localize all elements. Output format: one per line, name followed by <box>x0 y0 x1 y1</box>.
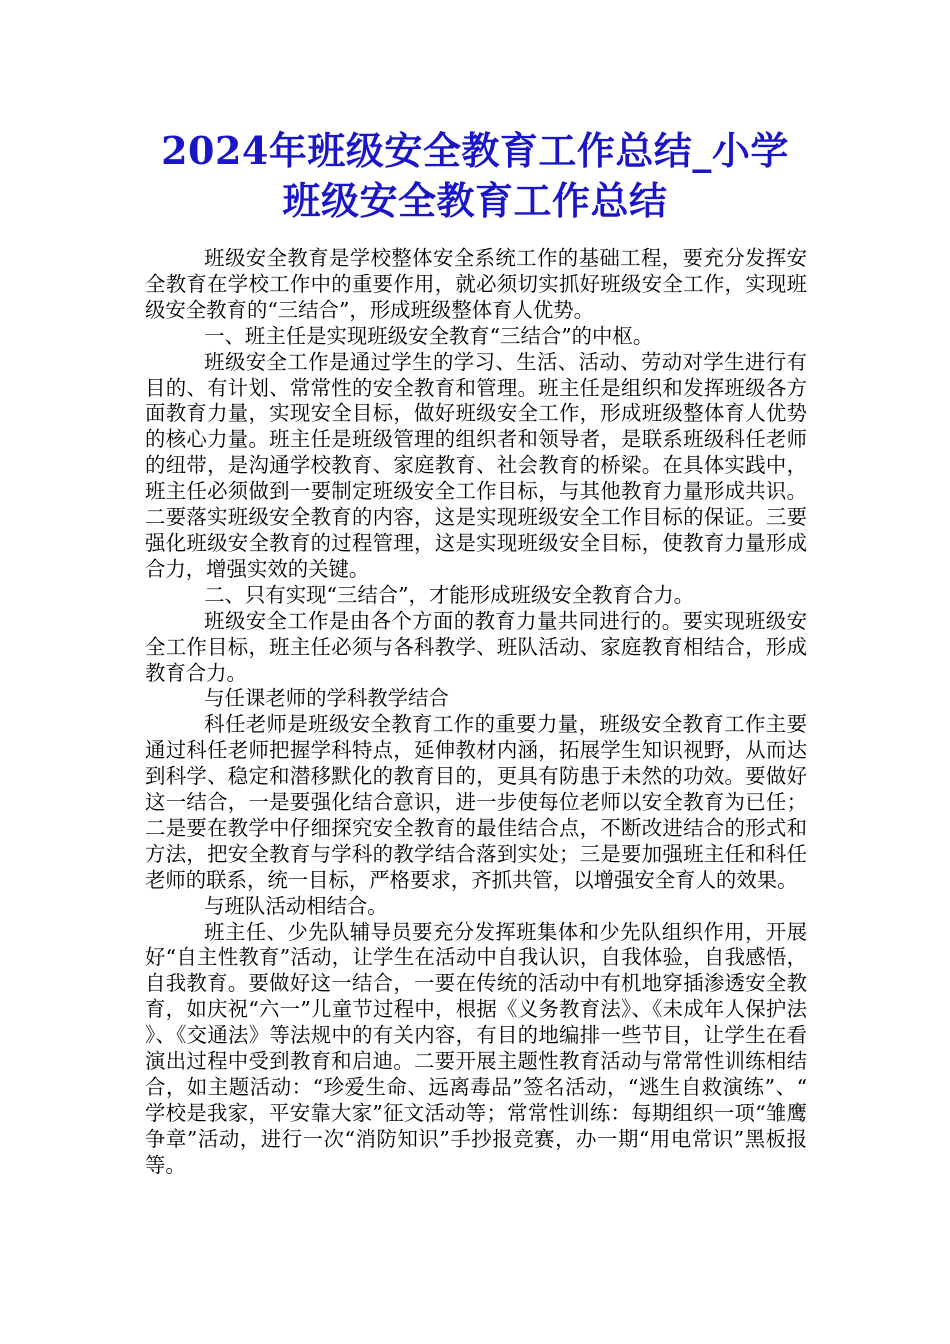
subheading-class-activities: 与班队活动相结合。 <box>204 893 388 918</box>
section-heading-2: 二、只有实现“三结合”，才能形成班级安全教育合力。 <box>204 582 694 607</box>
paragraph-combined-forces: 班级安全工作是由各个方面的教育力量共同进行的。要实现班级安全工作目标，班主任必须与各科教学、班队活动、家庭教育相结合，形成教育合力。 <box>145 608 807 685</box>
title-line-1: 2024年班级安全教育工作总结_小学 <box>161 128 789 173</box>
paragraph-subject-teachers: 科任老师是班级安全教育工作的重要力量，班级安全教育工作主要 通过科任老师把握学科特点，延伸教材内涵，拓展学生知识视野，从而达到科学、稳定和潜移默化的教育目的，更具有防患于未然的功效。要做好这一结合，一是要强化结合意识，进一步使每位老师以安全教育为已任；二是要在教学中仔细探究安全教育的最佳结合点，不断改进结合的形式和方法，把安全教育与学科的教学结合落到实处；三是要加强班主任和科任老师的联系，统一目标，严格要求，齐抓共管，以增强安全育人的效果。 <box>145 712 807 892</box>
document-body <box>145 246 807 1179</box>
section-heading-1: 一、班主任是实现班级安全教育“三结合”的中枢。 <box>204 323 654 348</box>
subheading-subject-teaching: 与任课老师的学科教学结合 <box>204 686 449 711</box>
intro-paragraph: 班级安全教育是学校整体安全系统工作的基础工程，要充分发挥安全教育在学校工作中的重要作用，就必须切实抓好班级安全工作，实现班级安全教育的“三结合”，形成班级整体育人优势。 <box>145 246 807 322</box>
paragraph-class-activities: 班主任、少先队辅导员要充分发挥班集体和少先队组织作用，开展好“自主性教育”活动，让学生在活动中自我认识，自我体验，自我感悟，自我教育。要做好这一结合，一要在传统的活动中有机地穿插渗透安全教育，如庆祝“六一”儿童节过程中，根据《义务教育法》、《未成年人保护法》、《交通法》等法规中的有关内容，有目的地编排一些节目，让学生在看演出过程中受到教育和启迪。二要开展主题性教育活动与常常性训练相结合，如主题活动：“珍爱生命、远离毒品”签名活动，“逃生自救演练”、“学校是我家，平安靠大家”征文活动等；常常性训练：每期组织一项“雏鹰争章”活动，进行一次“消防知识”手抄报竞赛，办一期“用电常识”黑板报等。 <box>145 919 807 1177</box>
title-line-2: 班级安全教育工作总结 <box>282 178 668 223</box>
paragraph-head-teacher: 班级安全工作是通过学生的学习、生活、活动、劳动对学生进行有目的、有计划、常常性的安全教育和管理。班主任是组织和发挥班级各方面教育力量，实现安全目标，做好班级安全工作，形成班级整体育人优势的核心力量。班主任是班级管理的组织者和领导者，是联系班级科任老师的纽带，是沟通学校教育、家庭教育、社会教育的桥梁。在具体实践中，班主任必须做到一要制定班级安全工作目标，与其他教育力量形成共识。二要落实班级安全教育的内容，这是实现班级安全工作目标的保证。三要强化班级安全教育的过程管理，这是实现班级安全目标，使教育力量形成合力，增强实效的关键。 <box>145 349 807 581</box>
document-title <box>120 126 830 226</box>
